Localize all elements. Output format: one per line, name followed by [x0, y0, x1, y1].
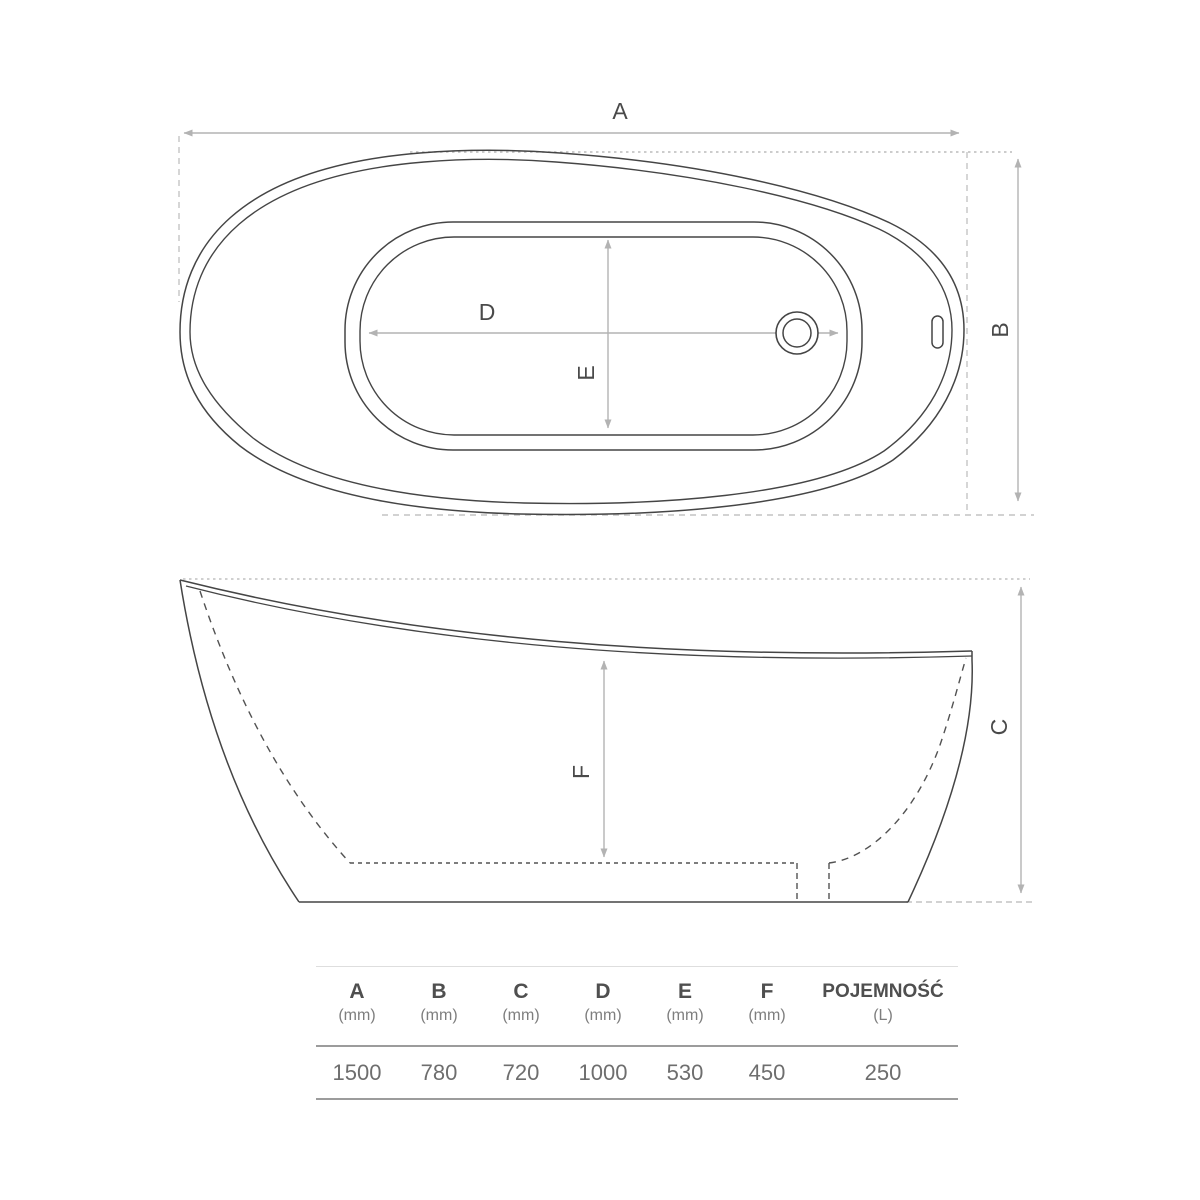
inner-contour-left-dashed: [200, 591, 350, 863]
dimension-label-f: F: [568, 764, 594, 780]
value-a: 1500: [332, 1060, 382, 1085]
header-label: F: [760, 980, 774, 1003]
header-unit: (mm): [420, 1007, 458, 1024]
profile-right-edge: [908, 651, 972, 902]
value-b: 780: [420, 1060, 458, 1085]
header-col-e: [644, 979, 726, 1027]
header-col-a: [316, 979, 398, 1027]
dimension-label-a: A: [612, 98, 628, 124]
dimension-label-c: C: [986, 718, 1012, 736]
overflow-slot: [932, 316, 943, 348]
header-col-pojemnosc: [808, 979, 958, 1027]
dimension-label-d: D: [478, 299, 496, 325]
tub-inner-rim-outline: [190, 159, 952, 503]
header-unit: (L): [873, 1007, 893, 1024]
header-label: D: [595, 980, 611, 1003]
table-bottom-rule: [316, 1098, 958, 1100]
side-view: [180, 579, 1032, 902]
header-unit: (mm): [666, 1007, 704, 1024]
header-unit: (mm): [748, 1007, 786, 1024]
value-e: 530: [666, 1060, 704, 1085]
header-col-f: [726, 979, 808, 1027]
value-d: 1000: [578, 1060, 628, 1085]
header-label: A: [349, 980, 365, 1003]
header-col-b: [398, 979, 480, 1027]
header-col-d: [562, 979, 644, 1027]
header-label: B: [431, 980, 447, 1003]
rim-top-edge: [180, 580, 972, 653]
profile-left-edge: [180, 580, 299, 902]
value-pojemnosc: 250: [864, 1060, 902, 1085]
header-label: C: [513, 980, 529, 1003]
inner-contour-right-dashed: [829, 658, 966, 863]
top-view: [179, 98, 1034, 515]
value-f: 450: [748, 1060, 786, 1085]
header-unit: (mm): [584, 1007, 622, 1024]
basin-inner-edge: [360, 237, 847, 435]
spec-table-header-row: [316, 967, 958, 1037]
spec-table-value-row: [316, 1047, 958, 1098]
header-label: E: [677, 980, 692, 1003]
value-c: 720: [502, 1060, 540, 1085]
header-unit: (mm): [502, 1007, 540, 1024]
header-unit: (mm): [338, 1007, 376, 1024]
dimension-label-e: E: [573, 365, 599, 381]
dimension-label-b: B: [987, 322, 1013, 338]
spec-table: [316, 966, 958, 1100]
rim-bottom-edge: [186, 586, 972, 658]
header-label: POJEMNOŚĆ: [822, 981, 944, 1002]
header-col-c: [480, 979, 562, 1027]
